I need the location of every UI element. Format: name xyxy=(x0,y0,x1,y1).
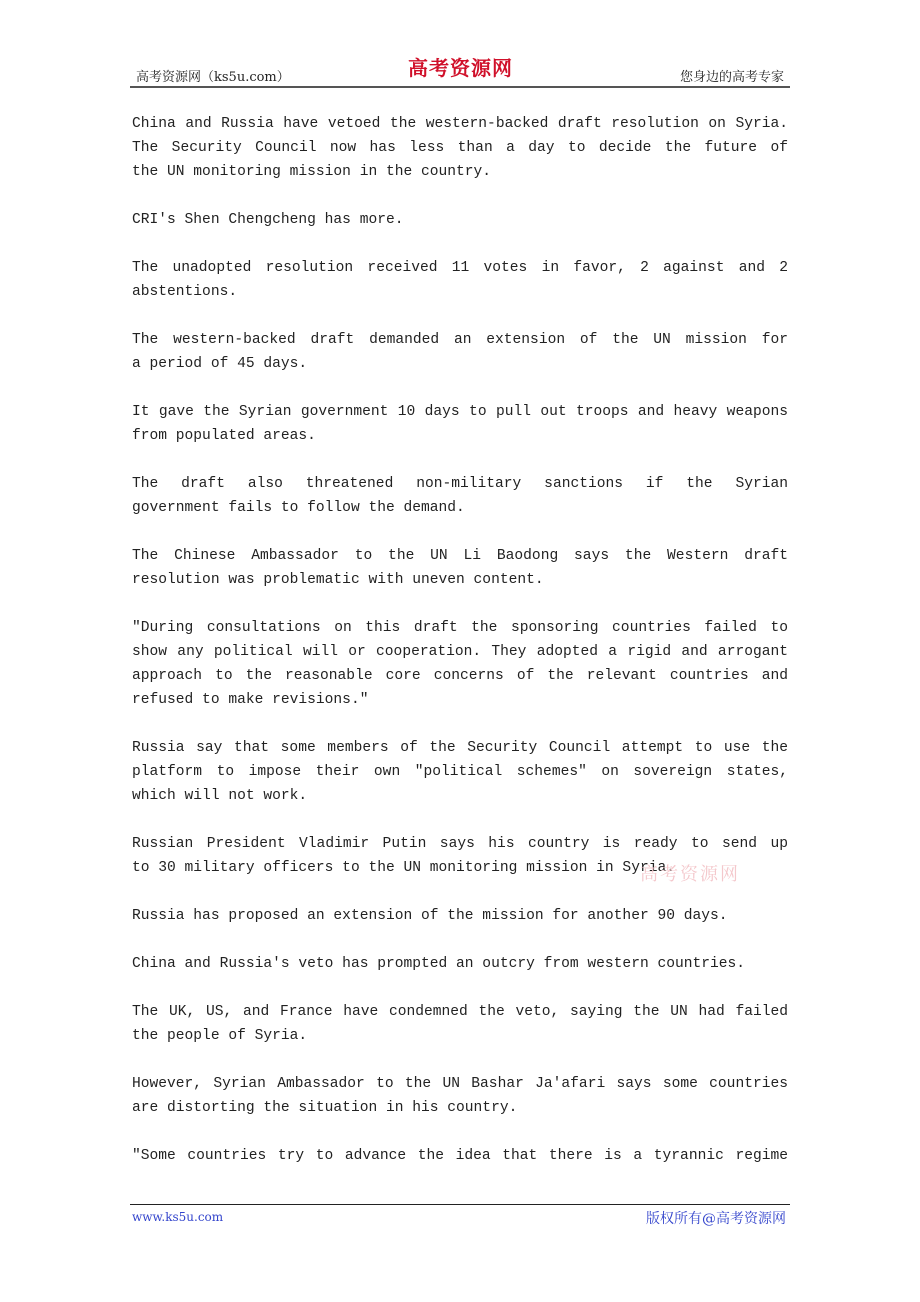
paragraph xyxy=(132,472,788,520)
paragraph-line: It gave the Syrian government 10 days to pull out troops and heavy weapons xyxy=(132,404,788,420)
footer-url-link[interactable]: www.ks5u.com xyxy=(132,1210,224,1224)
paragraph-line: to 30 military officers to the UN monitoring mission in Syria. xyxy=(132,860,675,876)
paragraph xyxy=(132,952,788,976)
paragraph xyxy=(132,400,788,448)
paragraph xyxy=(132,616,788,712)
page-header xyxy=(130,58,790,88)
paragraph-line: "Some countries try to advance the idea that there is a tyrannic regime xyxy=(132,1148,788,1164)
paragraph-line: the UN monitoring mission in the country. xyxy=(132,164,492,180)
footer-copyright: 版权所有@高考资源网 xyxy=(646,1211,786,1227)
paragraph-line: platform to impose their own "political schemes" on sovereign states, xyxy=(132,764,788,780)
paragraph-line: Russia say that some members of the Security Council attempt to use the xyxy=(132,740,788,756)
paragraph xyxy=(132,1000,788,1048)
paragraph-line: China and Russia's veto has prompted an outcry from western countries. xyxy=(132,956,746,972)
paragraph-line: The Chinese Ambassador to the UN Li Baodong says the Western draft xyxy=(132,548,788,564)
paragraph-line: The unadopted resolution received 11 votes in favor, 2 against and 2 xyxy=(132,260,788,276)
paragraph-line: The western-backed draft demanded an extension of the UN mission for xyxy=(132,332,788,348)
paragraph-line: Russia has proposed an extension of the mission for another 90 days. xyxy=(132,908,728,924)
paragraph-line: a period of 45 days. xyxy=(132,356,308,372)
paragraph-line: CRI's Shen Chengcheng has more. xyxy=(132,212,404,228)
paragraph xyxy=(132,544,788,592)
paragraph-line: refused to make revisions." xyxy=(132,692,369,708)
paragraph-line: the people of Syria. xyxy=(132,1028,308,1044)
paragraph-line: China and Russia have vetoed the western-backed draft resolution on Syria. xyxy=(132,116,788,132)
header-slogan: 您身边的高考专家 xyxy=(679,70,784,85)
paragraph-line: which will not work. xyxy=(132,788,308,804)
paragraph xyxy=(132,112,788,184)
paragraph-line: Russian President Vladimir Putin says his country is ready to send up xyxy=(132,836,788,852)
paragraph-line: "During consultations on this draft the sponsoring countries failed to xyxy=(132,620,788,636)
paragraph xyxy=(132,1072,788,1120)
paragraph xyxy=(132,904,788,928)
paragraph xyxy=(132,1144,788,1168)
paragraph-line: The Security Council now has less than a day to decide the future of xyxy=(132,140,788,156)
header-site-name: 高考资源网（ks5u.com） xyxy=(136,70,290,85)
site-logo: 高考资源网 xyxy=(408,56,513,80)
paragraph xyxy=(132,208,788,232)
paragraph-line: The draft also threatened non-military sanctions if the Syrian xyxy=(132,476,788,492)
paragraph-line: from populated areas. xyxy=(132,428,316,444)
paragraph-line: abstentions. xyxy=(132,284,238,300)
paragraph xyxy=(132,328,788,376)
paragraph-line: are distorting the situation in his country. xyxy=(132,1100,518,1116)
paragraph-line: resolution was problematic with uneven content. xyxy=(132,572,544,588)
paragraph-line: However, Syrian Ambassador to the UN Bashar Ja'afari says some countries xyxy=(132,1076,788,1092)
paragraph-line: government fails to follow the demand. xyxy=(132,500,465,516)
paragraph xyxy=(132,256,788,304)
paragraph-line: show any political will or cooperation. They adopted a rigid and arrogant xyxy=(132,644,788,660)
paragraph-line: approach to the reasonable core concerns of the relevant countries and xyxy=(132,668,788,684)
article-body xyxy=(132,112,788,1192)
paragraph-line: The UK, US, and France have condemned the veto, saying the UN had failed xyxy=(132,1004,788,1020)
watermark: 高考资源网 xyxy=(640,864,740,885)
paragraph xyxy=(132,736,788,808)
page-footer xyxy=(130,1204,790,1227)
